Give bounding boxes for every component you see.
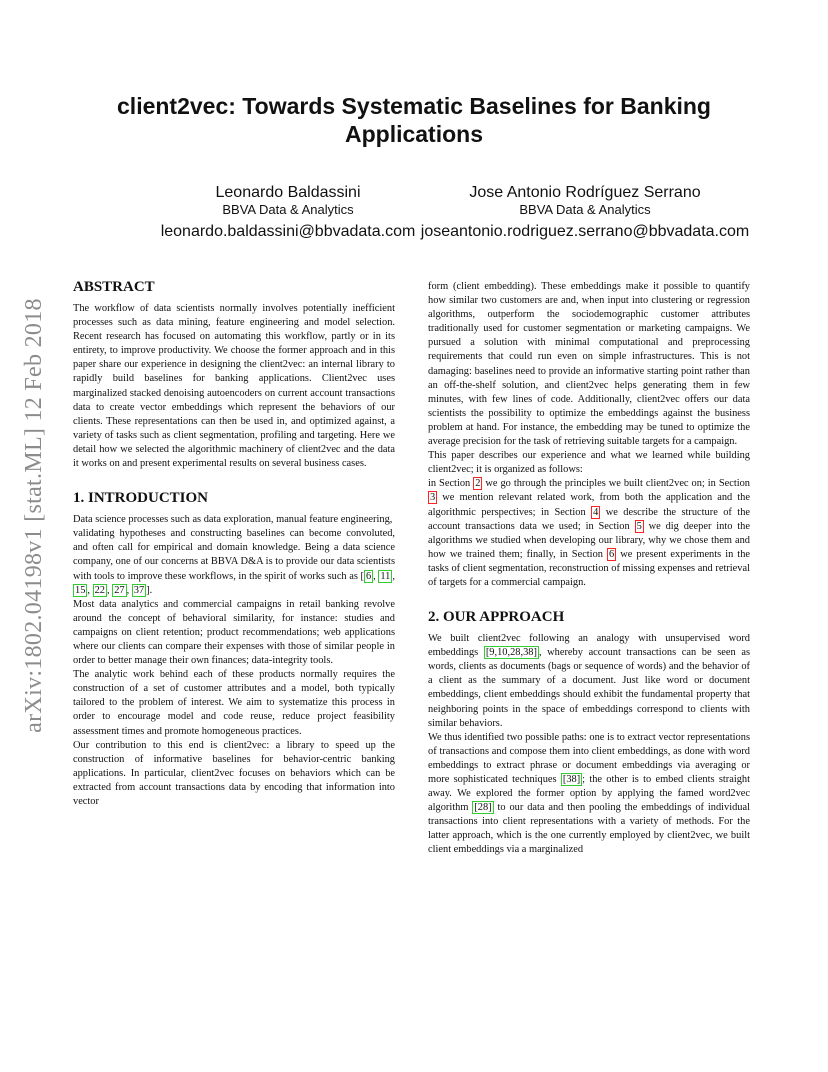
citation-link[interactable]: 11 bbox=[380, 570, 391, 582]
left-column bbox=[73, 278, 395, 809]
intro-paragraph: The analytic work behind each of these products normally requires the construction of a set of customer attributes and a model, both typically tailored to the problem of interest. We aim to systematize this process in order to encourage model and code reuse, reduce project feasibility assessment times and promote homogeneous practices. bbox=[73, 669, 395, 737]
section-link[interactable]: 5 bbox=[636, 520, 642, 532]
author-block-2 bbox=[410, 184, 760, 242]
author-affiliation: BBVA Data & Analytics bbox=[222, 202, 354, 217]
citation-link[interactable]: 15 bbox=[75, 584, 86, 596]
intro-text: we dig deeper into the algorithms we studied when developing our library, why we chose them and how we trained them; finally, in Section bbox=[428, 520, 750, 560]
citation-link[interactable]: [9,10,28,38] bbox=[485, 647, 537, 659]
author-email: joseantonio.rodriguez.serrano@bbvadata.com bbox=[420, 223, 750, 240]
abstract-text: The workflow of data scientists normally involves potentially inefficient processes such as data mining, feature engineering and model selection. Recent research has focused on automating this workflow, partly or in its entirety, to improve productivity. We choose the former approach and in this paper share our experience in designing the client2vec: an internal library to rapidly build baselines for banking applications. Client2vec uses marginalized stacked denoising autoencoders on current account transactions data to create vector embeddings which represent the behaviors of our clients. These representations can then be used in, and optimized against, a variety of tasks such as client segmentation, profiling and targeting. Here we detail how we selected the algorithmic machinery of client2vec and the data it works on and present experimental results on several business cases. bbox=[73, 303, 395, 470]
intro-text: we go through the principles we built client2vec on; in Section bbox=[482, 478, 750, 490]
intro-text: we mention relevant related work, from both the application and the algorithmic perspectives; in Section bbox=[428, 492, 750, 518]
intro-paragraph: Data science processes such as data exploration, manual feature engineering, bbox=[73, 514, 393, 526]
intro-text: we describe the structure of the account transactions data we used; in Section bbox=[428, 506, 751, 532]
intro-paragraph: This paper describes our experience and what we learned while building client2vec; it is organized as follows: bbox=[428, 450, 750, 476]
intro-paragraph bbox=[73, 527, 395, 597]
intro-text: we present experiments in the tasks of client segmentation, reconstruction of missing expenses and retrieval of targets for a commercial campaign. bbox=[428, 548, 751, 588]
citation-link[interactable]: [38] bbox=[562, 774, 581, 785]
author-name: Leonardo Baldassini bbox=[215, 184, 361, 201]
section-link[interactable]: 3 bbox=[430, 492, 436, 504]
abstract-heading: ABSTRACT bbox=[73, 279, 155, 295]
intro-text: in Section bbox=[428, 478, 474, 490]
approach-text: ; the other is to embed clients straight away. We explored the former option by applying the famed word2vec algorithm bbox=[428, 774, 750, 814]
author-email: leonardo.baldassini@bbvadata.com bbox=[160, 223, 416, 240]
citation-link[interactable]: 6 bbox=[365, 570, 372, 582]
approach-heading: 2. OUR APPROACH bbox=[428, 609, 565, 626]
right-column bbox=[428, 280, 750, 858]
intro-paragraph: Our contribution to this end is client2vec: a library to speed up the construction of informative baselines for behavior-centric banking applications. In particular, client2vec focuses on behaviors which can be extracted from account transactions data by encoding that information into vector bbox=[73, 739, 395, 807]
section-link[interactable]: 6 bbox=[609, 548, 615, 560]
section-link[interactable]: 4 bbox=[593, 506, 599, 518]
approach-paragraph bbox=[428, 731, 750, 858]
paper-title: client2vec: Towards Systematic Baselines for Banking Applications bbox=[117, 93, 711, 147]
intro-paragraph: form (client embedding). These embeddings make it possible to quantify how similar two customers are and, when input into clustering or regression algorithms, outperform the sociodemographic customer attributes traditionally used for customer segmentation or marketing campaigns. We pursued a solution with minimal computational and preprocessing requirements that could run even on simple infrastructures. This is not damaging: baselines need to provide an informative starting point rather than an off-the-shelf solution, and client2vec helps generating them in few minutes, with few lines of code. Additionally, client2vec offers our data scientists the possibility to optimize the embeddings against the business problem at hand. For instance, the embedding may be tuned to optimize the average precision for the task of retrieving suitable targets for a campaign. bbox=[428, 281, 750, 448]
approach-text: to our data and then pooling the embeddings of individual transactions into client representations with a variety of methods. For the latter approach, which is the one currently employed by client2vec, we built client embeddings via a marginalized bbox=[428, 802, 751, 856]
approach-text: We thus identified two possible paths: one is to extract vector representations of transactions and compose them into client embeddings, as done with word embeddings to extract phrase or document embeddings via averaging or more sophisticated techniques bbox=[428, 731, 750, 785]
citation-link[interactable]: 27 bbox=[114, 584, 125, 596]
citation-link[interactable]: 37 bbox=[133, 584, 145, 596]
arxiv-stamp-text: arXiv:1802.04198v1 [stat.ML] 12 Feb 2018 bbox=[20, 297, 47, 733]
intro-paragraph: Most data analytics and commercial campaigns in retail banking revolve around the concept of behavioral similarity, for instance: studies and campaigns on client retention; product recommendations; web applications where our clients can compare their expenses with those of similar people in order to better manage their own finances; data-integrity tools. bbox=[73, 598, 395, 667]
intro-paragraph bbox=[428, 477, 750, 590]
citation-link[interactable]: 22 bbox=[94, 584, 105, 596]
citation-link[interactable]: [28] bbox=[474, 802, 492, 814]
approach-paragraph bbox=[428, 632, 750, 731]
intro-text: . bbox=[149, 584, 153, 596]
author-name: Jose Antonio Rodríguez Serrano bbox=[469, 184, 701, 201]
intro-text: validating hypotheses and constructing baselines can become convoluted, and often call for empirical and domain knowledge. Being a data science company, one of our concerns at BBVA D&A is to provide our data scientists with tools to improve these workflows, in the spirit of works such as bbox=[73, 528, 395, 582]
section-link[interactable]: 2 bbox=[475, 478, 481, 490]
arxiv-stamp bbox=[16, 280, 52, 750]
citation-group: [ 6 , 11 , 15 , 22 , 27 , 37 ] bbox=[75, 570, 395, 596]
intro-heading: 1. INTRODUCTION bbox=[73, 490, 209, 507]
approach-text: We built client2vec following an analogy with unsupervised word embeddings bbox=[428, 633, 750, 659]
approach-text: , whereby account transactions can be seen as words, clients as documents (bags or sequence of words) and the behavior of a client as the summary of a document. Just like word or document embeddings, client embeddings should exhibit the fundamental property that neighboring points in the space of embeddings correspond to clients with similar behaviors. bbox=[428, 647, 750, 729]
author-affiliation: BBVA Data & Analytics bbox=[519, 202, 651, 217]
